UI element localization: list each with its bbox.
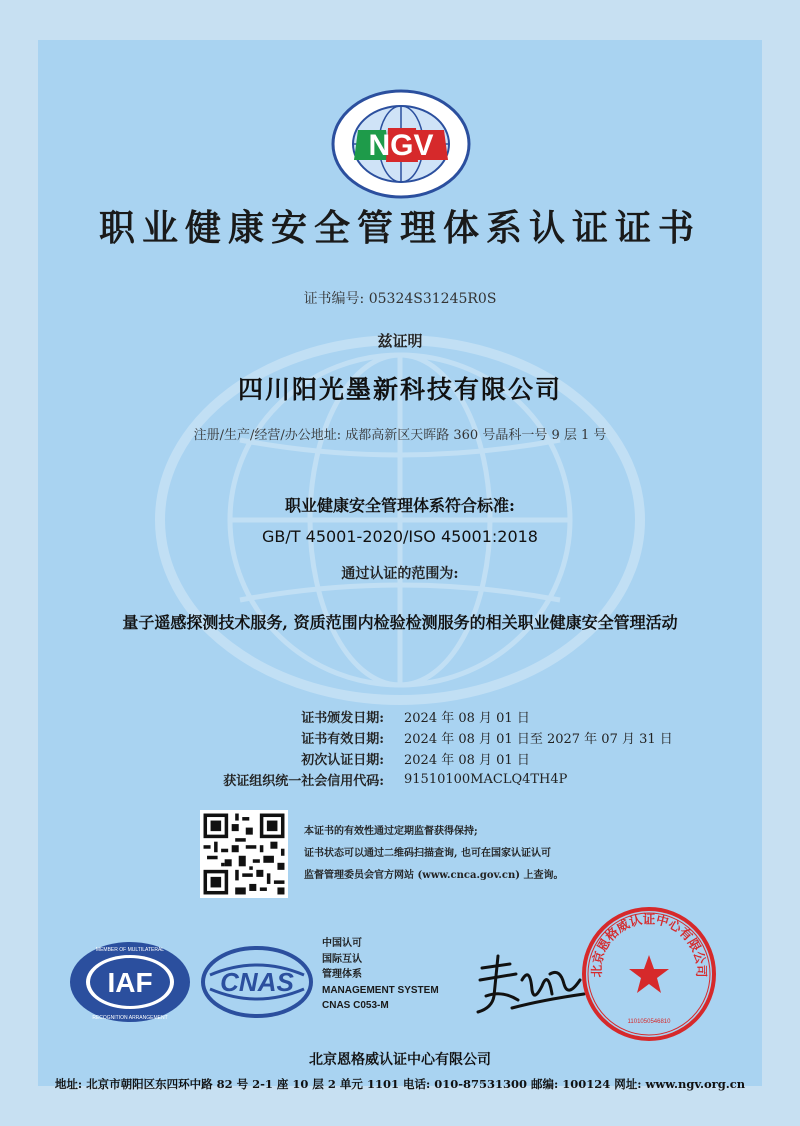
date-value: 2024 年 08 月 01 日至 2027 年 07 月 31 日: [404, 732, 673, 747]
svg-text:1101050546810: 1101050546810: [627, 1019, 671, 1025]
cnas-logo: [200, 945, 314, 1019]
official-seal: [580, 905, 718, 1043]
certificate-number: 证书编号: 05324S31245R0S: [303, 291, 497, 307]
hereby-certify: 兹证明: [377, 332, 423, 350]
date-row: [190, 769, 690, 790]
iaf-logo: [68, 940, 192, 1024]
date-row: [190, 748, 690, 769]
qr-code[interactable]: [200, 810, 288, 898]
note-line: 监督管理委员会官方网站 (www.cnca.gov.cn) 上查询。: [304, 870, 564, 881]
date-value: 91510100MACLQ4TH4P: [404, 772, 568, 787]
note-line: 证书状态可以通过二维码扫描查询, 也可在国家认证认可: [304, 848, 551, 859]
svg-text:RECOGNITION ARRANGEMENT: RECOGNITION ARRANGEMENT: [92, 1015, 168, 1021]
handwritten-signature: [472, 950, 588, 1022]
mgmt-line: 管理体系: [322, 969, 362, 980]
issuer-name: 北京恩格威认证中心有限公司: [309, 1052, 491, 1068]
mgmt-line: CNAS C053-M: [322, 1000, 389, 1011]
cnas-text: CNAS: [220, 967, 294, 997]
standard-label: 职业健康安全管理体系符合标准:: [285, 496, 515, 515]
date-label: 初次认证日期:: [301, 753, 384, 768]
company-name: 四川阳光墨新科技有限公司: [237, 375, 562, 404]
mgmt-line: 中国认可: [322, 938, 362, 949]
date-table: [190, 706, 690, 790]
mgmt-line: 国际互认: [322, 953, 362, 965]
logo-text: NGV: [368, 129, 434, 162]
date-label: 证书颁发日期:: [301, 711, 384, 726]
svg-text:北京恩格威认证中心有限公司: 北京恩格威认证中心有限公司: [588, 911, 710, 978]
date-label: 获证组织统一社会信用代码:: [223, 774, 384, 789]
certificate-title: 职业健康安全管理体系认证证书: [98, 207, 701, 249]
scope-label: 通过认证的范围为:: [341, 566, 459, 582]
certification-scope: 量子遥感探测技术服务, 资质范围内检验检测服务的相关职业健康安全管理活动: [122, 613, 678, 632]
mgmt-system-label: [322, 936, 472, 1014]
validity-notes: [304, 821, 644, 887]
date-row: [190, 706, 690, 727]
iaf-text: IAF: [107, 967, 153, 998]
date-row: [190, 727, 690, 748]
footer-contact: 地址: 北京市朝阳区东四环中路 82 号 2-1 座 10 层 2 单元 1101 电话: 010-87531300 邮编: 100124 网址: www.ngv.org.cn: [54, 1077, 746, 1091]
date-label: 证书有效日期:: [301, 732, 384, 747]
company-address: 注册/生产/经营/办公地址: 成都高新区天晖路 360 号晶科一号 9 层 1 号: [193, 428, 607, 443]
svg-text:MEMBER OF MULTILATERAL: MEMBER OF MULTILATERAL: [95, 947, 165, 953]
date-value: 2024 年 08 月 01 日: [404, 711, 530, 726]
ngv-logo: [330, 88, 472, 200]
standard-value: GB/T 45001-2020/ISO 45001:2018: [262, 527, 538, 546]
date-value: 2024 年 08 月 01 日: [404, 753, 530, 768]
mgmt-line: MANAGEMENT SYSTEM: [322, 984, 439, 996]
note-line: 本证书的有效性通过定期监督获得保持;: [304, 826, 478, 837]
